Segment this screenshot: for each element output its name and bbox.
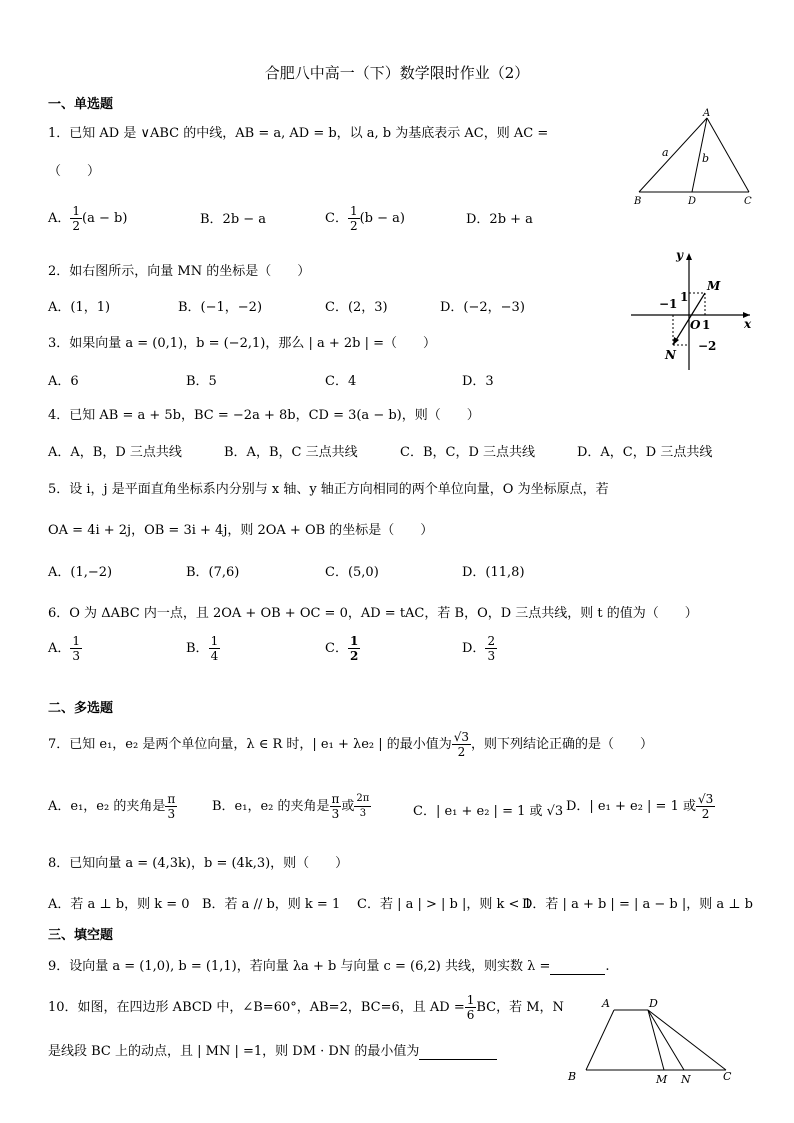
question-8-option-a: A．若 a ⊥ b，则 k = 0 (48, 897, 190, 912)
question-5-option-b: B．(7,6) (186, 565, 240, 580)
question-5-stem-line1: 5．设 i，j 是平面直角坐标系内分别与 x 轴、y 轴正方向相同的两个单位向量，O 为坐标原点，若 (48, 482, 609, 497)
option-label: D． (462, 641, 486, 656)
vertex-a-label: A (602, 997, 610, 1010)
numerator: 2 (487, 634, 496, 648)
question-7-option-b (212, 792, 371, 821)
answer-blank[interactable] (550, 959, 605, 975)
section-heading-fill-blank: 三、填空题 (48, 928, 114, 943)
numerator: π (167, 792, 176, 806)
question-4-option-a: A．A，B，D 三点共线 (48, 445, 182, 460)
question-1-stem: 1．已知 AD 是 ∨ABC 的中线，AB = a, AD = b，以 a, b 为基底表示 AC，则 AC = (48, 126, 549, 141)
fraction (465, 993, 477, 1022)
point-n-label: N (681, 1073, 691, 1086)
denominator: 2 (349, 649, 359, 663)
question-1-paren: （ ） (48, 164, 101, 179)
question-6-stem: 6．O 为 ΔABC 内一点，且 2OA + OB + OC = 0，AD = tAC，若 B，O，D 三点共线，则 t 的值为（ ） (48, 606, 698, 621)
denominator: 2 (457, 745, 466, 759)
vertex-b-label: B (634, 196, 642, 207)
x-axis-label: x (744, 317, 752, 331)
fraction (165, 792, 177, 821)
denominator: 2 (72, 219, 81, 233)
question-7-option-d (566, 792, 715, 821)
option-label: B． (186, 641, 209, 656)
vertex-a-label: A (703, 108, 711, 119)
question-10-stem-line1 (48, 993, 564, 1022)
denominator: 3 (167, 807, 176, 821)
fraction (452, 730, 471, 759)
fraction (330, 792, 342, 821)
option-text: (b − a) (359, 211, 405, 226)
numerator: √3 (697, 792, 714, 806)
tick-neg1-x: −1 (659, 297, 678, 311)
denominator: 3 (331, 807, 340, 821)
stem-text: . (605, 959, 610, 974)
question-5-option-d: D．(11,8) (462, 565, 525, 580)
question-7-option-a (48, 792, 177, 821)
question-3-option-c: C．4 (325, 374, 357, 389)
tick-1-y: 1 (680, 290, 689, 304)
coordinate-figure (625, 245, 760, 375)
denominator: 4 (210, 649, 219, 663)
segment-ab (586, 1010, 614, 1070)
option-text: B．e₁，e₂ 的夹角是 (212, 799, 330, 814)
question-2-option-b: B．(−1，−2) (178, 300, 263, 315)
tick-1-x: 1 (702, 318, 711, 332)
stem-text: 7．已知 e₁，e₂ 是两个单位向量，λ ∈ R 时，| e₁ + λe₂ | 的最小值为 (48, 737, 452, 752)
option-text: 或 (341, 799, 355, 814)
fraction (485, 634, 497, 663)
option-text: D．| e₁ + e₂ | = 1 或 (566, 799, 696, 814)
question-4-option-c: C．B，C，D 三点共线 (400, 445, 536, 460)
section-heading-single-choice: 一、单选题 (48, 97, 114, 112)
question-2-option-d: D．(−2，−3) (440, 300, 525, 315)
segment-dm (648, 1010, 664, 1070)
stem-text: 10．如图，在四边形 ABCD 中，∠B=60°，AB=2，BC=6，且 AD = (48, 1000, 465, 1015)
question-2-option-a: A．(1，1) (48, 300, 111, 315)
numerator: 1 (72, 204, 81, 218)
numerator: 1 (72, 634, 81, 648)
denominator: 3 (487, 649, 496, 663)
question-6-option-b (186, 634, 220, 663)
question-10-stem-line2 (48, 1040, 497, 1060)
vertex-d-label: D (688, 196, 697, 207)
question-1-option-a (48, 204, 127, 233)
question-6-option-a (48, 634, 82, 663)
numerator: 1 (349, 204, 358, 218)
fraction (209, 634, 221, 663)
tick-neg2-y: −2 (698, 339, 717, 353)
question-8-stem: 8．已知向量 a = (4,3k)，b = (4k,3)，则（ ） (48, 856, 349, 871)
question-6-option-c (325, 634, 360, 663)
denominator: 6 (466, 1008, 475, 1022)
question-4-option-b: B．A，B，C 三点共线 (224, 445, 358, 460)
segment-ac (707, 118, 749, 192)
question-2-option-c: C．(2，3) (325, 300, 388, 315)
fraction (70, 634, 82, 663)
stem-text: ，则下列结论正确的是（ ） (471, 737, 654, 752)
denominator: 2 (349, 219, 358, 233)
question-3-option-a: A．6 (48, 374, 79, 389)
question-4-option-d: D．A，C，D 三点共线 (577, 445, 713, 460)
page-title: 合肥八中高一（下）数学限时作业（2） (264, 64, 530, 82)
numerator: √3 (453, 730, 470, 744)
numerator: 1 (210, 634, 219, 648)
question-4-stem: 4．已知 AB = a + 5b，BC = −2a + 8b，CD = 3(a − b)，则（ ） (48, 408, 480, 423)
question-8-option-c: C．若 | a | > | b |，则 k < 1 (357, 897, 532, 912)
triangle-figure (625, 104, 765, 208)
question-7-option-c: C．| e₁ + e₂ | = 1 或 √3 (413, 804, 564, 819)
vector-arrow-icon (673, 337, 679, 345)
stem-text: 9．设向量 a = (1,0), b = (1,1)，若向量 λa + b 与向量 c = (6,2) 共线，则实数 λ = (48, 959, 551, 974)
question-5-stem-line2: OA = 4i + 2j，OB = 3i + 4j，则 2OA + OB 的坐标是（ ） (48, 523, 434, 538)
option-label: A． (48, 641, 71, 656)
question-1-option-d: D．2b + a (466, 212, 533, 227)
fraction (696, 792, 715, 821)
numerator: 1 (349, 634, 359, 648)
vertex-b-label: B (568, 1070, 577, 1083)
segment-dc (648, 1010, 726, 1070)
question-1-option-c (325, 204, 405, 233)
question-2-stem: 2．如右图所示，向量 MN 的坐标是（ ） (48, 264, 311, 279)
question-3-option-b: B．5 (186, 374, 217, 389)
option-label: C． (325, 641, 348, 656)
option-label: C． (325, 211, 348, 226)
point-m-label: M (707, 279, 721, 293)
question-9-stem (48, 955, 609, 975)
question-8-option-d: D．若 | a + b | = | a − b |，则 a ⊥ b (522, 897, 753, 912)
fraction (354, 792, 371, 821)
answer-blank[interactable] (419, 1044, 497, 1060)
stem-text: 是线段 BC 上的动点，且 | MN | =1，则 DM · DN 的最小值为 (48, 1044, 420, 1059)
section-heading-multiple-choice: 二、多选题 (48, 701, 114, 716)
numerator: 1 (466, 993, 475, 1007)
numerator: 2π (354, 792, 371, 807)
vertex-c-label: C (723, 1070, 732, 1083)
origin-label: O (690, 318, 701, 332)
point-n-label: N (665, 348, 676, 362)
denominator: 3 (359, 808, 367, 819)
y-axis-label: y (676, 248, 683, 262)
question-3-option-d: D．3 (462, 374, 494, 389)
fraction (348, 204, 360, 233)
segment-dn (648, 1010, 684, 1070)
quadrilateral-figure (560, 994, 750, 1086)
vertex-d-label: D (649, 997, 658, 1010)
question-5-option-c: C．(5,0) (325, 565, 379, 580)
question-3-stem: 3．如果向量 a = (0,1)，b = (−2,1)，那么 | a + 2b | =（ ） (48, 336, 437, 351)
vertex-c-label: C (744, 196, 752, 207)
denominator: 2 (701, 807, 710, 821)
question-7-stem (48, 730, 653, 759)
y-axis-arrow-icon (686, 253, 692, 260)
question-5-option-a: A．(1,−2) (48, 565, 113, 580)
segment-ab (639, 118, 710, 192)
fraction (348, 634, 360, 663)
side-b-label: b (702, 152, 710, 165)
question-6-option-d (462, 634, 497, 663)
denominator: 3 (72, 649, 81, 663)
option-label: A． (48, 211, 71, 226)
point-m-label: M (656, 1073, 668, 1086)
option-text: (a − b) (82, 211, 128, 226)
question-1-option-b: B．2b − a (200, 212, 267, 227)
option-text: A．e₁，e₂ 的夹角是 (48, 799, 166, 814)
question-8-option-b: B．若 a // b，则 k = 1 (202, 897, 341, 912)
numerator: π (331, 792, 340, 806)
stem-text: BC，若 M，N (476, 1000, 564, 1015)
fraction (70, 204, 82, 233)
side-a-label: a (662, 146, 669, 159)
